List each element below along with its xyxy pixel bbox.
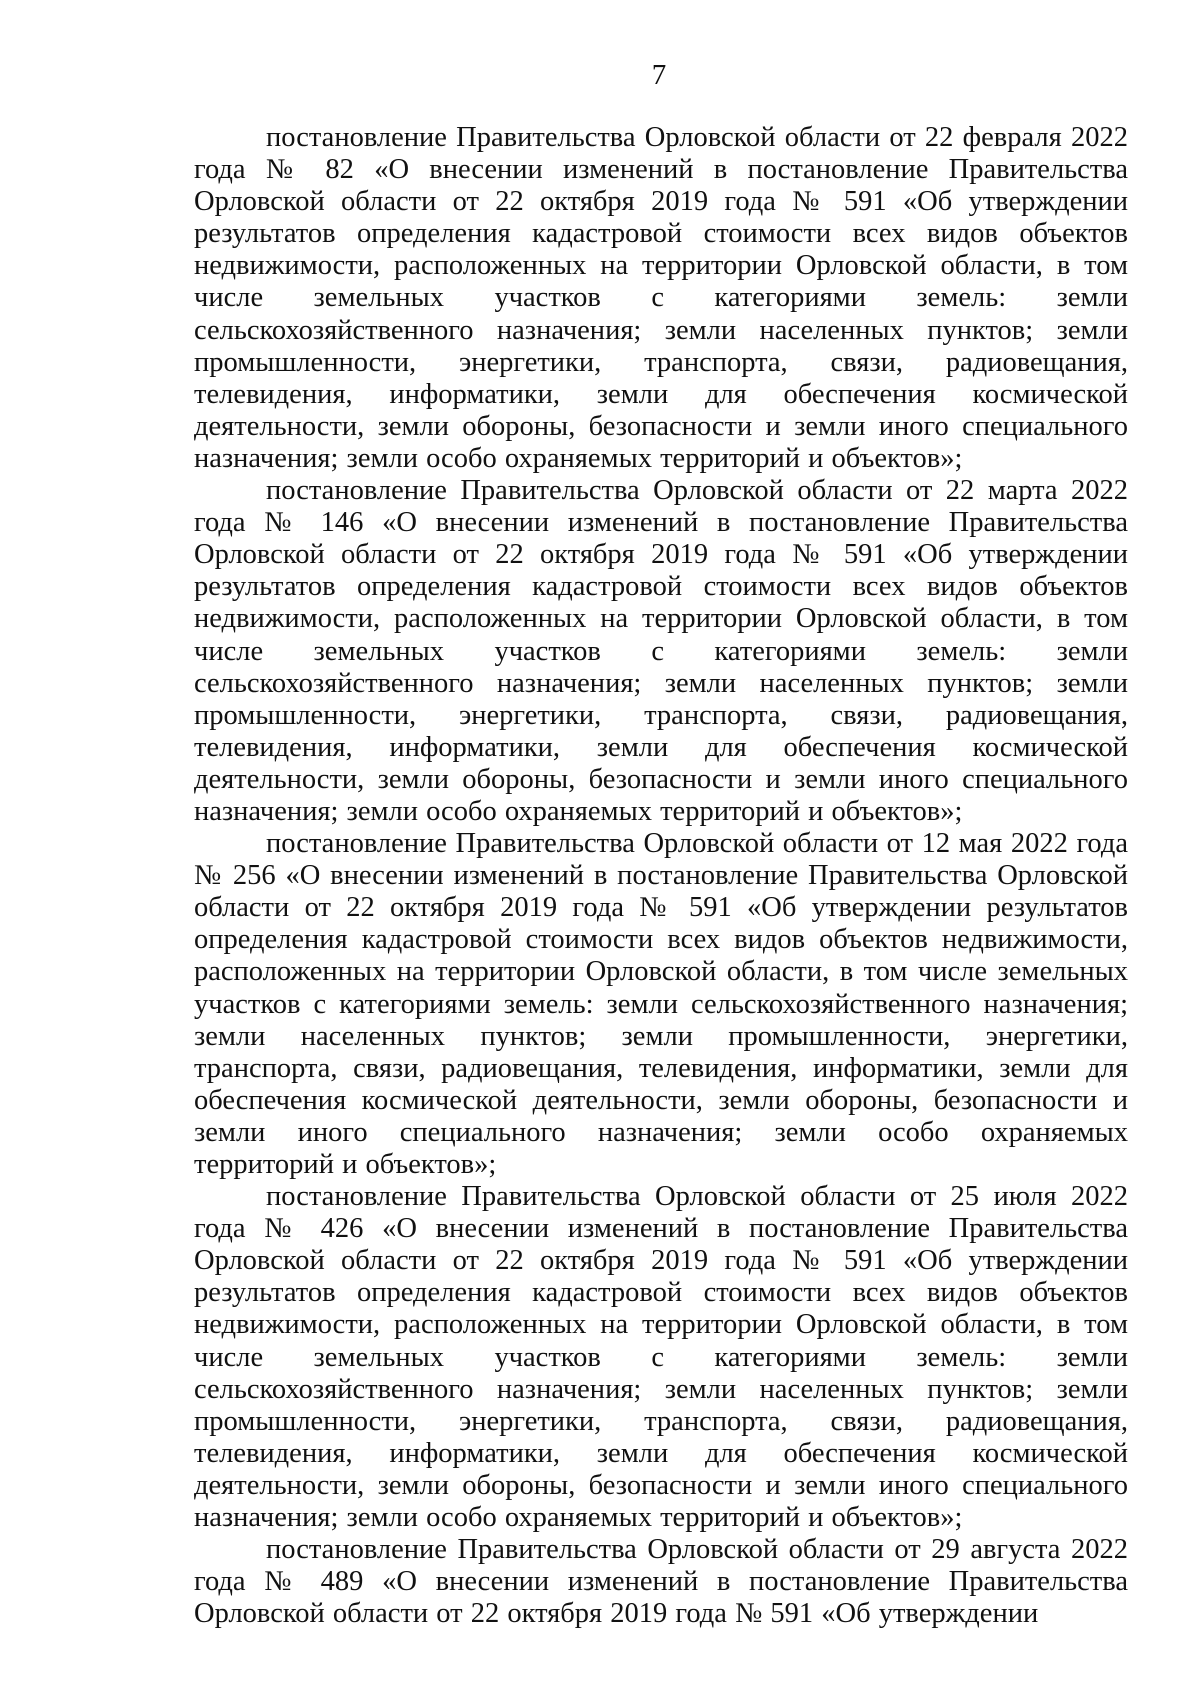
document-body <box>194 122 1128 1630</box>
paragraph-decree-146: постановление Правительства Орловской области от 22 марта 2022 года № 146 «О внесении изменений в постановление Правительства Орловской области от 22 октября 2019 года № 591 «Об утверждении результатов определения кадастровой стоимости всех видов объектов недвижимости, расположенных на территории Орловской области, в том числе земельных участков с категориями земель: земли сельскохозяйственного назначения; земли населенных пунктов; земли промышленности, энергетики, транспорта, связи, радиовещания, телевидения, информатики, земли для обеспечения космической деятельности, земли обороны, безопасности и земли иного специального назначения; земли особо охраняемых территорий и объектов»; <box>194 475 1128 827</box>
paragraph-decree-426: постановление Правительства Орловской области от 25 июля 2022 года № 426 «О внесении изменений в постановление Правительства Орловской области от 22 октября 2019 года № 591 «Об утверждении результатов определения кадастровой стоимости всех видов объектов недвижимости, расположенных на территории Орловской области, в том числе земельных участков с категориями земель: земли сельскохозяйственного назначения; земли населенных пунктов; земли промышленности, энергетики, транспорта, связи, радиовещания, телевидения, информатики, земли для обеспечения космической деятельности, земли обороны, безопасности и земли иного специального назначения; земли особо охраняемых территорий и объектов»; <box>194 1181 1128 1534</box>
paragraph-decree-256: постановление Правительства Орловской области от 12 мая 2022 года № 256 «О внесении изменений в постановление Правительства Орловской области от 22 октября 2019 года № 591 «Об утверждении результатов определения кадастровой стоимости всех видов объектов недвижимости, расположенных на территории Орловской области, в том числе земельных участков с категориями земель: земли сельскохозяйственного назначения; земли населенных пунктов; земли промышленности, энергетики, транспорта, связи, радиовещания, телевидения, информатики, земли для обеспечения космической деятельности, земли обороны, безопасности и земли иного специального назначения; земли особо охраняемых территорий и объектов»; <box>194 828 1128 1180</box>
paragraph-decree-489: постановление Правительства Орловской области от 29 августа 2022 года № 489 «О внесении изменений в постановление Правительства Орловской области от 22 октября 2019 года № 591 «Об утверждении <box>194 1534 1128 1630</box>
paragraph-decree-82: постановление Правительства Орловской области от 22 февраля 2022 года № 82 «О внесении изменений в постановление Правительства Орловской области от 22 октября 2019 года № 591 «Об утверждении результатов определения кадастровой стоимости всех видов объектов недвижимости, расположенных на территории Орловской области, в том числе земельных участков с категориями земель: земли сельскохозяйственного назначения; земли населенных пунктов; земли промышленности, энергетики, транспорта, связи, радиовещания, телевидения, информатики, земли для обеспечения космической деятельности, земли обороны, безопасности и земли иного специального назначения; земли особо охраняемых территорий и объектов»; <box>194 122 1128 474</box>
page-number: 7 <box>651 59 667 91</box>
